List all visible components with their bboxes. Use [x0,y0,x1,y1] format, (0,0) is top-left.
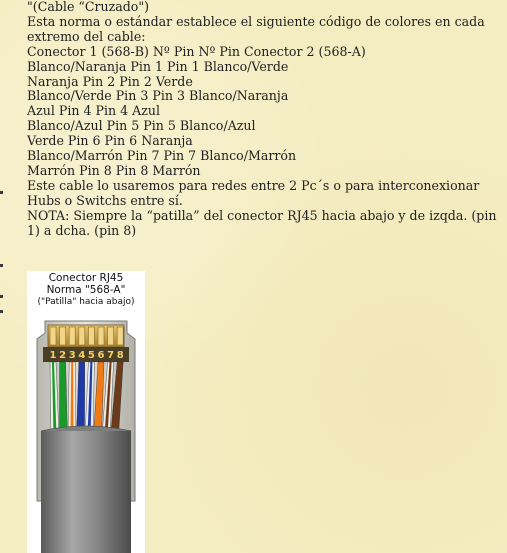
gold-contact [69,327,75,345]
text-line: Blanco/Azul Pin 5 Pin 5 Blanco/Azul [27,119,256,134]
text-line: Verde Pin 6 Pin 6 Naranja [27,134,193,149]
text-line: Esta norma o estándar establece el siguiente código de colores en cada [27,14,485,29]
text-line: Conector 1 (568-B) Nº Pin Nº Pin Conector 2 (568-A) [27,44,366,59]
figure-caption-note: ("Patilla" hacia abajo) [37,297,135,307]
gold-contact [50,327,56,345]
cable-jacket [41,431,131,553]
figure-caption-title: Conector RJ45 [48,272,124,284]
pin-number-label: 2 [59,350,67,361]
text-line: Marrón Pin 8 Pin 8 Marrón [27,163,201,178]
rj45-connector-illustration [27,271,145,553]
pin-number-label: 7 [107,350,115,361]
text-line: Blanco/Marrón Pin 7 Pin 7 Blanco/Marrón [27,149,297,164]
article-text [27,0,505,239]
text-line: Hubs o Switchs entre sí. [27,193,183,208]
margin-markers [0,0,6,553]
gold-contact [98,327,104,345]
pin-number-label: 5 [87,350,95,361]
figure-caption-standard: Norma "568-A" [46,284,126,296]
gold-contact [79,327,85,345]
pin-number-label: 1 [49,350,57,361]
text-line: NOTA: Siempre la “patilla” del conector RJ45 hacia abajo y de izqda. (pin [27,208,497,223]
gold-contact [117,327,123,345]
text-line: Blanco/Naranja Pin 1 Pin 1 Blanco/Verde [27,59,289,74]
text-line: "(Cable “Cruzado") [27,0,150,14]
text-line: Naranja Pin 2 Pin 2 Verde [27,74,193,89]
text-line: 1) a dcha. (pin 8) [27,223,137,238]
gold-contact [60,327,66,345]
figure-caption [27,271,145,308]
pin-number-label: 4 [78,350,86,361]
pin-number-label: 3 [68,350,76,361]
text-line: Azul Pin 4 Pin 4 Azul [27,104,161,119]
pin-number-label: 8 [116,350,124,361]
gold-contact [108,327,114,345]
text-line: extremo del cable: [27,29,146,44]
gold-contact [88,327,94,345]
text-line: Este cable lo usaremos para redes entre 2 Pc´s o para interconexionar [27,178,480,193]
rj45-connector-figure [27,271,145,553]
pin-number-label: 6 [97,350,105,361]
text-line: Blanco/Verde Pin 3 Pin 3 Blanco/Naranja [27,89,289,104]
